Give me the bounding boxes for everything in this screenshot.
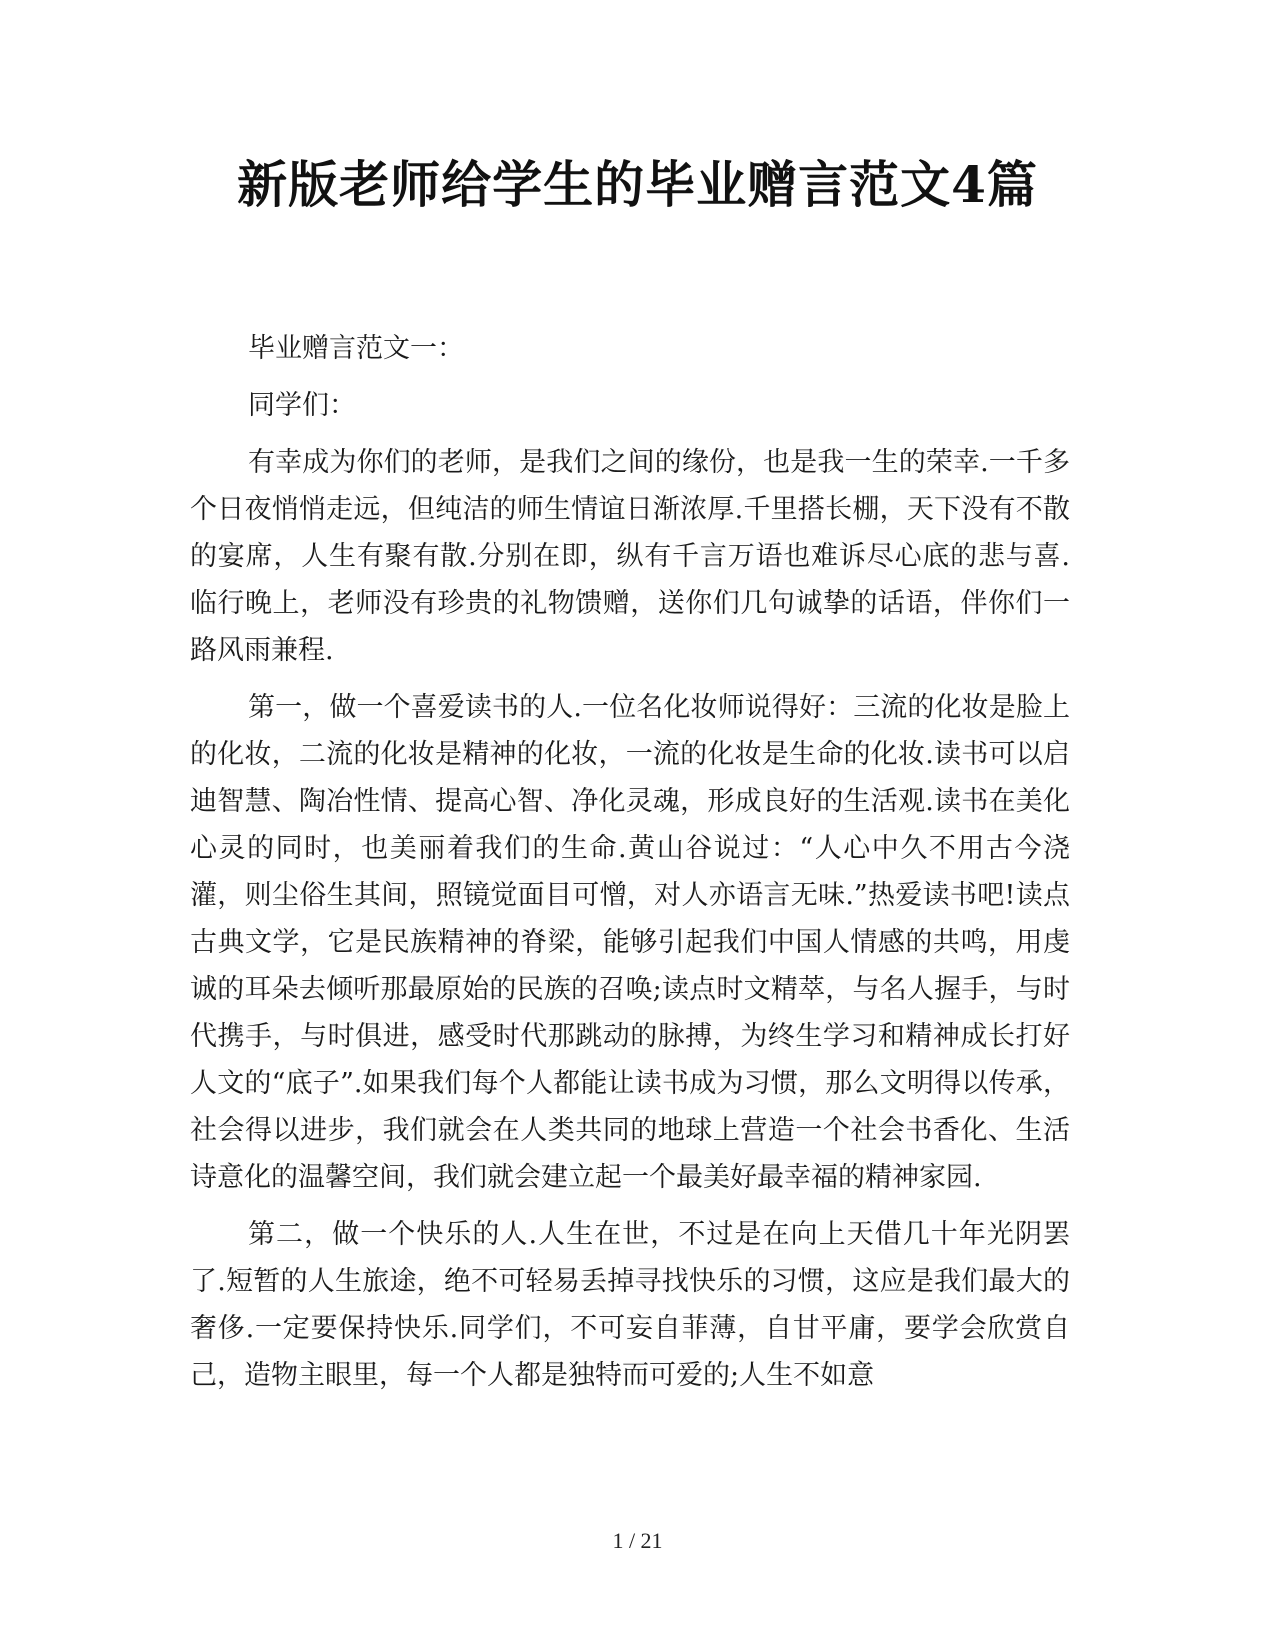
paragraph-intro: 有幸成为你们的老师，是我们之间的缘份，也是我一生的荣幸.一千多个日夜悄悄走远，但纯洁的师生情谊日渐浓厚.千里搭长棚，天下没有不散的宴席，人生有聚有散.分别在即，纵有千言万语也难诉尽心底的悲与喜.临行晚上，老师没有珍贵的礼物馈赠，送你们几句诚挚的话语，伴你们一路风雨兼程.: [190, 447, 1070, 666]
section-heading: 毕业赠言范文一：: [248, 333, 464, 364]
document-body: [190, 325, 1070, 1409]
document-title: 新版老师给学生的毕业赠言范文4篇: [237, 155, 1038, 214]
paragraph-happiness: 第二，做一个快乐的人.人生在世，不过是在向上天借几十年光阴罢了.短暂的人生旅途，绝不可轻易丢掉寻找快乐的习惯，这应是我们最大的奢侈.一定要保持快乐.同学们，不可妄自菲薄，自甘平庸，要学会欣赏自己，造物主眼里，每一个人都是独特而可爱的;人生不如意: [190, 1219, 1070, 1391]
salutation: 同学们：: [248, 390, 356, 421]
page-number: 1 / 21: [612, 1528, 663, 1553]
paragraph-reading: 第一，做一个喜爱读书的人.一位名化妆师说得好：三流的化妆是脸上的化妆，二流的化妆是精神的化妆，一流的化妆是生命的化妆.读书可以启迪智慧、陶冶性情、提高心智、净化灵魂，形成良好的生活观.读书在美化心灵的同时，也美丽着我们的生命.黄山谷说过：“人心中久不用古今浇灌，则尘俗生其间，照镜觉面目可憎，对人亦语言无味.”热爱读书吧!读点古典文学，它是民族精神的脊梁，能够引起我们中国人情感的共鸣，用虔诚的耳朵去倾听那最原始的民族的召唤;读点时文精萃，与名人握手，与时代携手，与时俱进，感受时代那跳动的脉搏，为终生学习和精神成长打好人文的“底子”.如果我们每个人都能让读书成为习惯，那么文明得以传承，社会得以进步，我们就会在人类共同的地球上营造一个社会书香化、生活诗意化的温馨空间，我们就会建立起一个最美好最幸福的精神家园.: [190, 692, 1070, 1193]
